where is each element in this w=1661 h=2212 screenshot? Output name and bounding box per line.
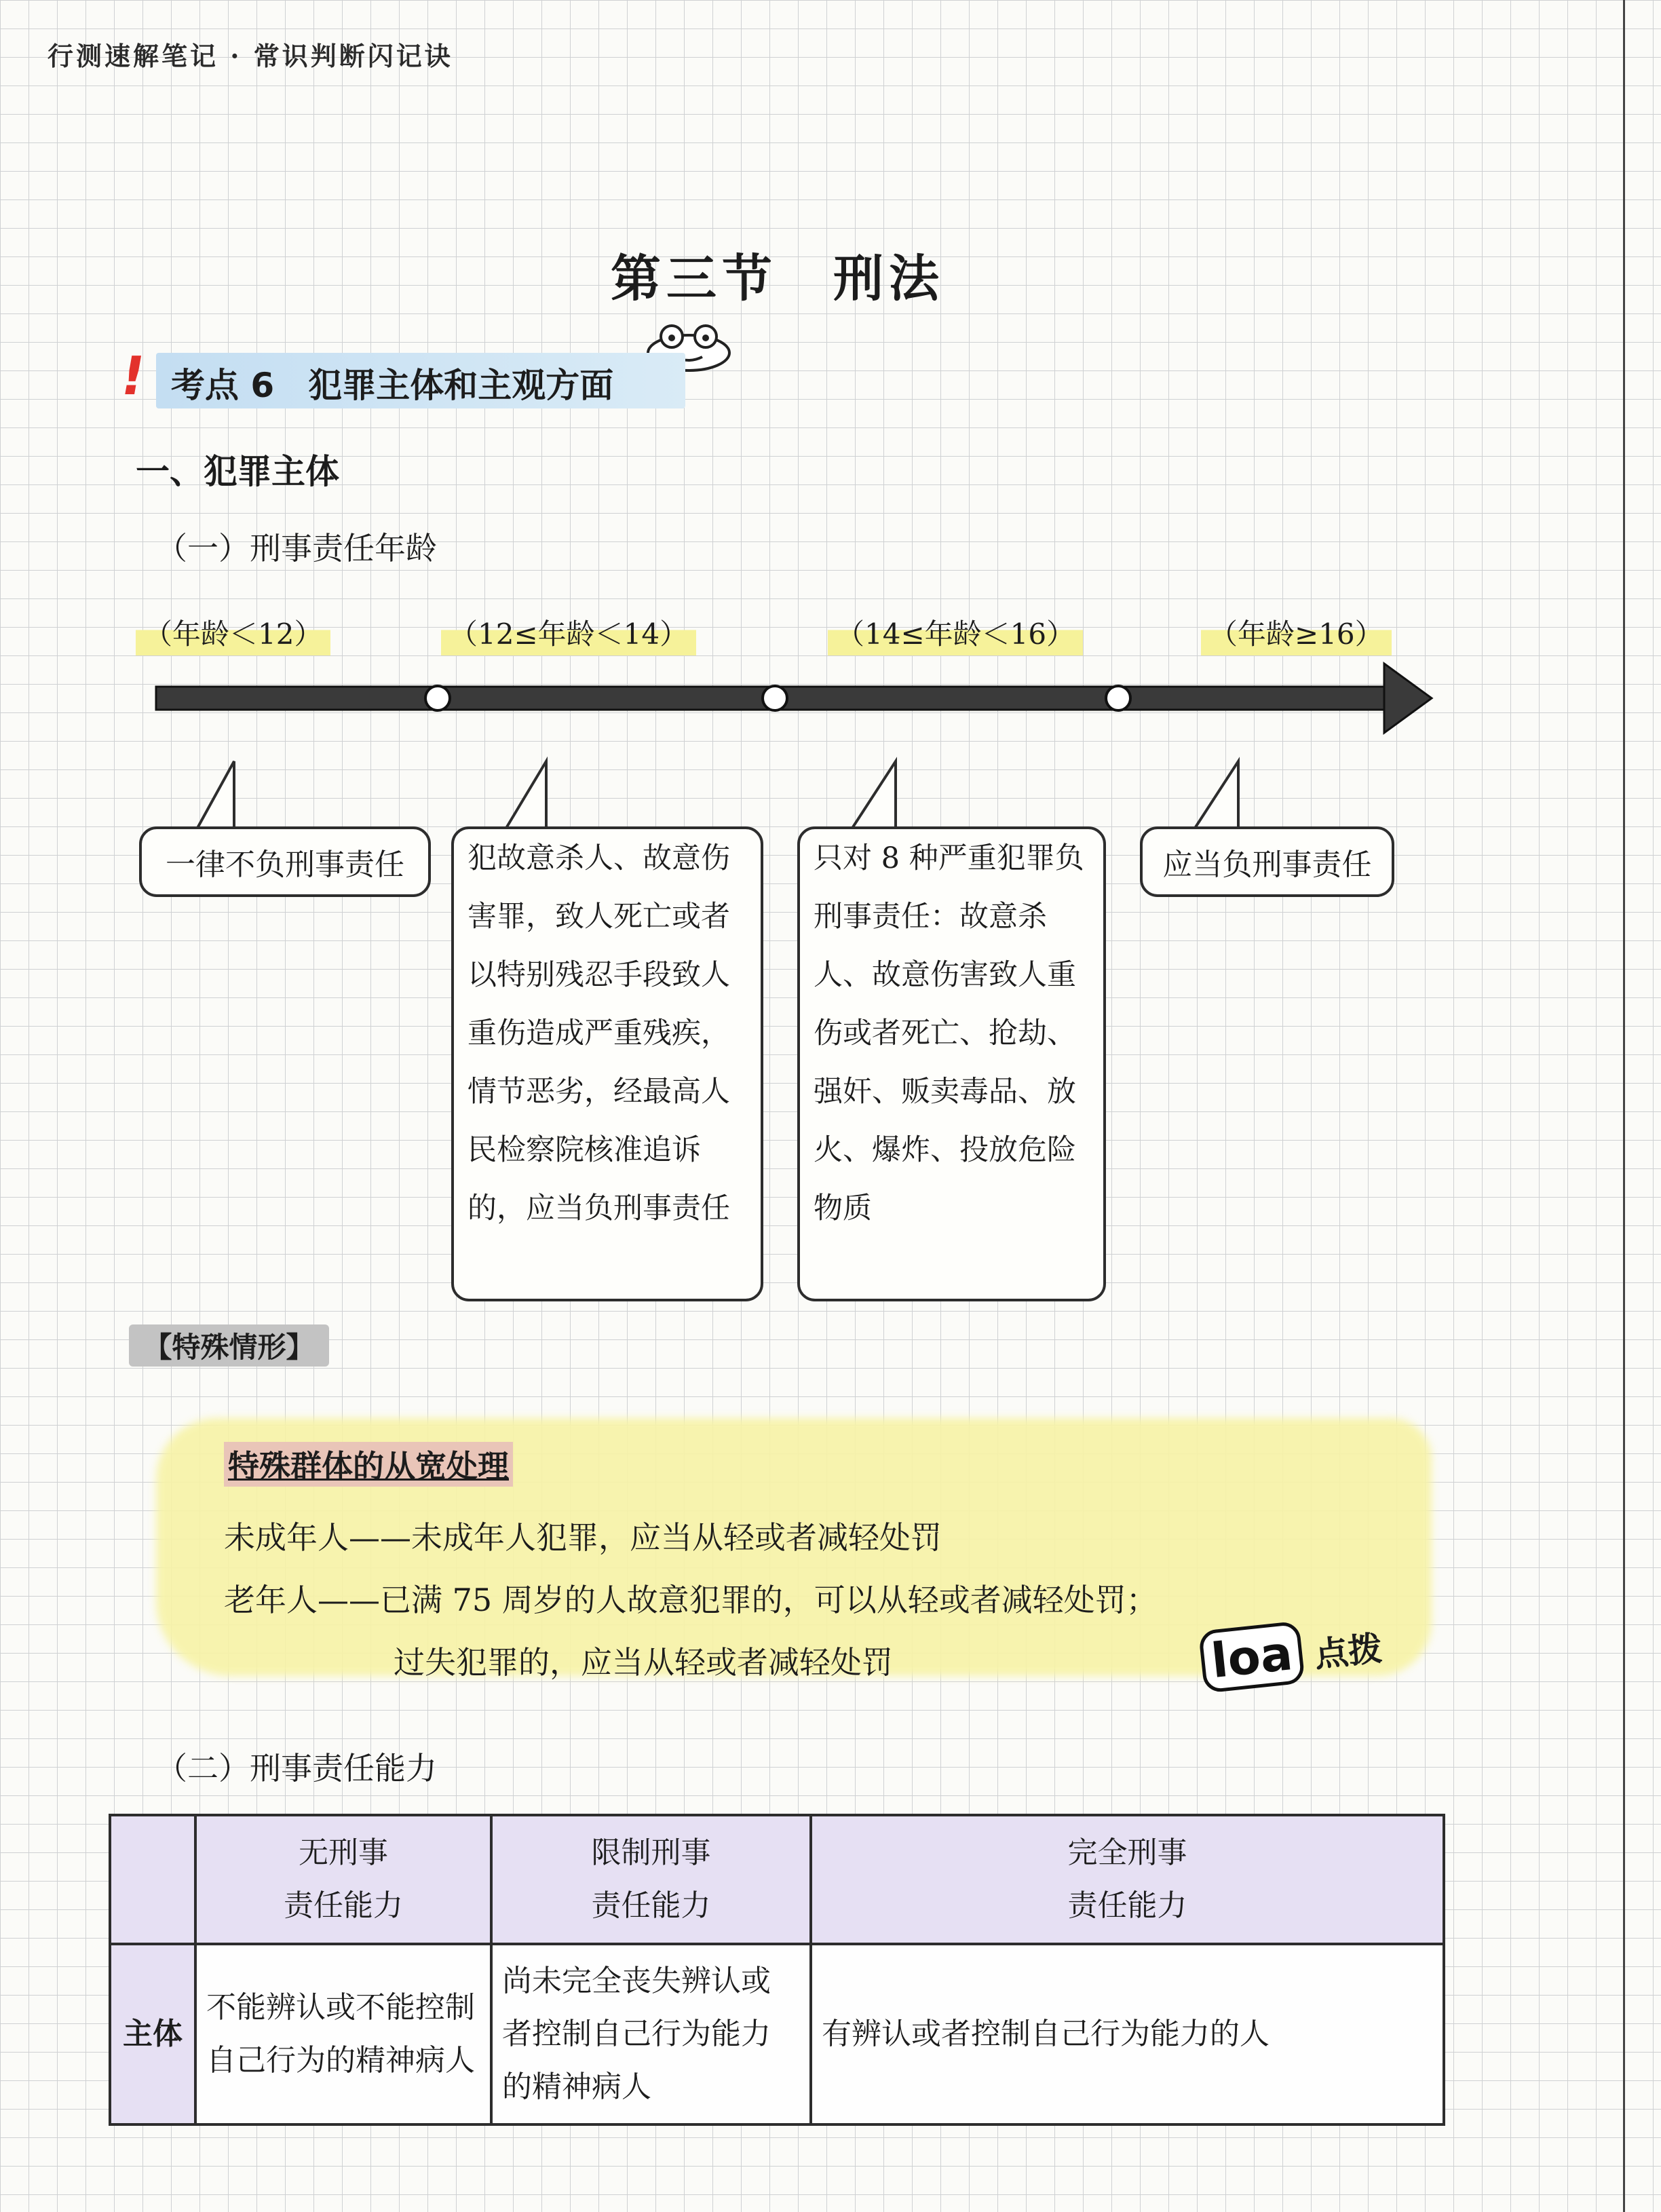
- callout-14-to-16: 只对 8 种严重犯罪负刑事责任：故意杀人、故意伤害致人重伤或者死亡、抢劫、强奸、贩卖毒品、放火、爆炸、投放危险物质: [797, 826, 1106, 1301]
- special-title: 特殊群体的从宽处理: [224, 1442, 513, 1487]
- kaodian-title: 考点 6 犯罪主体和主观方面: [171, 366, 614, 405]
- hint-logo: loa: [1198, 1621, 1305, 1694]
- special-line-negligent: 过失犯罪的，应当从轻或者减轻处罚: [394, 1644, 893, 1681]
- section-title: 第三节 刑法: [611, 250, 944, 308]
- table-row: [110, 1944, 1444, 2124]
- part1-heading: 一、犯罪主体: [136, 452, 339, 491]
- cell-full-capacity: 有辨认或者控制自己行为能力的人: [811, 1944, 1444, 2124]
- running-header: 行测速解笔记 · 常识判断闪记诀: [47, 41, 453, 71]
- callout-12-to-14: 犯故意杀人、故意伤害罪，致人死亡或者以特别残忍手段致人重伤造成严重残疾，情节恶劣，经最高人民检察院核准追诉的，应当负刑事责任: [451, 826, 763, 1301]
- capacity-table: [109, 1814, 1445, 2126]
- callout-16-plus: 应当负刑事责任: [1140, 826, 1394, 897]
- special-case-tag: 【特殊情形】: [129, 1324, 329, 1367]
- age-range-4: （年龄≥16）: [1201, 609, 1392, 655]
- table-header-row: [110, 1815, 1444, 1944]
- header-full-capacity: 完全刑事 责任能力: [811, 1815, 1444, 1944]
- callout-under-12: 一律不负刑事责任: [139, 826, 431, 897]
- sub2-heading: （二）刑事责任能力: [156, 1750, 437, 1787]
- timeline-node-14: [763, 686, 787, 710]
- special-line-elderly: 老年人——已满 75 周岁的人故意犯罪的，可以从轻或者减轻处罚；: [224, 1582, 1158, 1618]
- timeline-node-12: [425, 686, 450, 710]
- header-limited-capacity: 限制刑事 责任能力: [491, 1815, 811, 1944]
- special-line-minor: 未成年人——未成年人犯罪，应当从轻或者减轻处罚: [224, 1519, 942, 1556]
- table-corner-cell: [110, 1815, 195, 1944]
- timeline-node-16: [1106, 686, 1130, 710]
- age-range-3: （14≤年龄＜16）: [828, 609, 1083, 655]
- header-no-capacity: 无刑事 责任能力: [195, 1815, 491, 1944]
- hint-text: 点拨: [1312, 1628, 1384, 1675]
- age-range-2: （12≤年龄＜14）: [441, 609, 696, 655]
- alert-mark: !: [115, 346, 151, 407]
- page-edge-line: [1623, 0, 1625, 2212]
- age-timeline-arrow: [149, 658, 1438, 740]
- cell-no-capacity: 不能辨认或不能控制自己行为的精神病人: [195, 1944, 491, 2124]
- cell-limited-capacity: 尚未完全丧失辨认或者控制自己行为能力的精神病人: [491, 1944, 811, 2124]
- age-range-1: （年龄＜12）: [136, 609, 330, 655]
- sub1-heading: （一）刑事责任年龄: [156, 530, 437, 567]
- row-label-subject: 主体: [110, 1944, 195, 2124]
